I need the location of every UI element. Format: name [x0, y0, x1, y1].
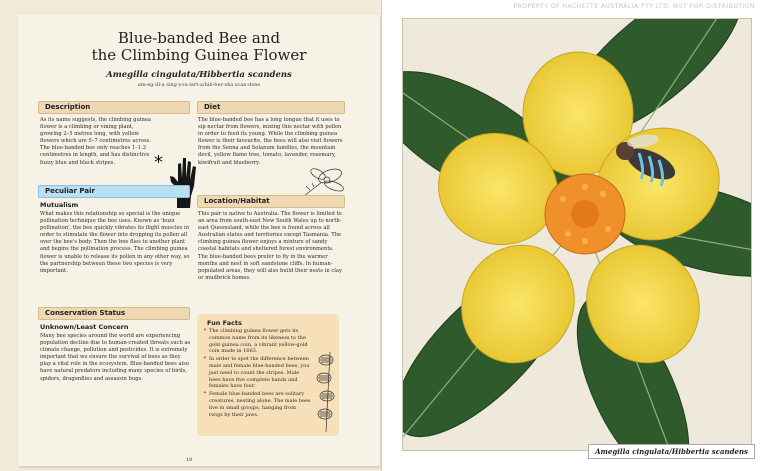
conservation-text: Many bee species around the world are experiencing population decline due to human-created threats such as climate change, pollution and pesticides. It is extremely important that we ensure the survival of bees as they play a vital role in the ecosystem. Blue-banded bees also have natural predators including many species of birds, spiders, dragonflies and assassin bugs. [40, 333, 191, 382]
hand-icon [168, 152, 198, 208]
illustration-frame [402, 18, 752, 451]
title-line-1: Blue-banded Bee and [117, 29, 281, 47]
scientific-name: Amegilla cingulata/Hibbertia scandens [106, 70, 292, 80]
diet-text: The blue-banded bee has a long tongue that it uses to sip nectar from flowers, mixing this nectar with pollen in order to feed its young. While the climbing guinea flower is their favourite, the bees will also visit flowers from the Senna and Solanum families, the mountain devil, yellow flame tree, tomato, lavender, rosemary, kiwifruit and blueberry. [198, 117, 343, 166]
conservation-heading: Conservation Status [38, 307, 190, 320]
fun-facts-heading: Fun Facts [207, 319, 242, 327]
asterisk-icon: * [154, 152, 163, 173]
flower-sketch-icon [300, 162, 348, 198]
guinea-flower-illustration [403, 19, 751, 450]
illustration-caption: Amegilla cingulata/Hibbertia scandens [588, 444, 755, 459]
diet-heading: Diet [197, 101, 345, 114]
fun-fact-item: ✦ Female blue-banded bees are solitary creatures, nesting alone. The male bees live in small groups, hanging from twigs by their jaws. [203, 391, 311, 418]
title-line-2: the Climbing Guinea Flower [91, 46, 307, 64]
bee-sketch-icon [314, 352, 338, 432]
pronunciation: am-eg-ill-a sing-you-lart-a/hib-ber-sha scan-dens [137, 82, 261, 88]
location-text: This pair is native to Australia. The flower is limited to an area from south-east New South Wales up to north-east Queensland, while the bee is found across all Australian states and territories except Tasmania. The climbing guinea flower enjoys a mixture of sandy coastal habitats and sheltered forest environments. The blue-banded bees prefer to fly in the warmer months and nest in soft sandstone cliffs. In human-populated areas, they will also build their nests in clay or mudbrick homes. [198, 211, 342, 281]
watermark: PROPERTY OF HACHETTE AUSTRALIA PTY LTD. NOT FOR DISTRIBUTION [513, 3, 755, 10]
page-title [18, 30, 380, 64]
conservation-subheading: Unknown/Least Concern [40, 323, 129, 331]
fun-facts-list [203, 328, 311, 419]
description-text: As its name suggests, the climbing guinea flower is a climbing or vining plant, growing 2–5 metres long, with yellow flowers which are 5–7 centimetres across. The blue-banded bee only reaches 1–1.2 centimetres in length, and has distinctive fuzzy blue and black stripes. [40, 117, 152, 166]
fun-fact-item: ✦ The climbing guinea flower gets its common name from its likeness to the gold guinea coin, a vibrant yellow-gold coin made in 1663. [203, 328, 311, 355]
page-number: 18 [186, 457, 193, 463]
peculiar-pair-subheading: Mutualism [40, 201, 79, 209]
peculiar-pair-text: What makes this relationship so special is the unique pollination technique the bee uses. Known as 'buzz pollination', the bee quickly vibrates its flight muscles in order to stimulate the flower into dropping its pollen all over the bee's body. Then the bee flies to another plant and begins the pollination process. The climbing guinea flower is unable to release its pollen in any other way, so the partnership between these two species is very important. [40, 211, 190, 274]
peculiar-pair-heading: Peculiar Pair [38, 185, 190, 198]
location-heading: Location/Habitat [197, 195, 345, 208]
description-heading: Description [38, 101, 190, 114]
right-page [382, 0, 763, 471]
fun-fact-item: ✦ In order to spot the difference between male and female blue-banded bees, you just need to count the stripes. Male bees have five complete bands and females have four. [203, 356, 311, 390]
